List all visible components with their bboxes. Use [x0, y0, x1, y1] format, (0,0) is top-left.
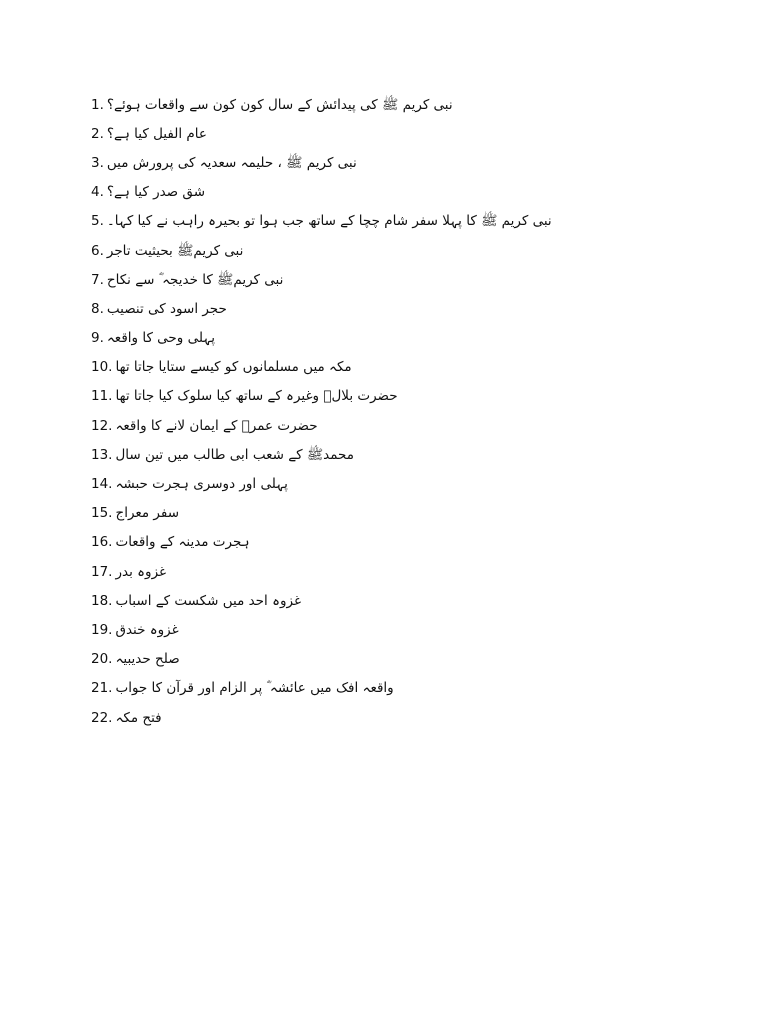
item-number: 4. — [91, 184, 104, 201]
item-number: 20. — [91, 651, 113, 668]
item-number: 7. — [91, 271, 104, 288]
list-item — [91, 469, 691, 498]
list-item — [91, 645, 691, 674]
item-text: سفر معراج — [115, 505, 180, 522]
list-item — [91, 528, 691, 557]
item-text: فتح مکہ — [115, 709, 162, 726]
item-number: 1. — [91, 96, 104, 113]
item-text: غزوہ احد میں شکست کے اسباب — [115, 592, 302, 609]
list-item — [91, 615, 691, 644]
item-number: 14. — [91, 476, 113, 493]
list-item — [91, 703, 691, 732]
item-text: حجر اسود کی تنصیب — [106, 300, 227, 317]
item-text: محمدﷺ کے شعب ابی طالب میں تین سال — [115, 446, 354, 463]
item-number: 10. — [91, 359, 113, 376]
item-text: نبی کریم ﷺ ، حلیمہ سعدیہ کی پرورش میں — [106, 154, 357, 171]
item-number: 3. — [91, 154, 104, 171]
list-item — [91, 207, 691, 236]
item-text: حضرت عمرؓ کے ایمان لانے کا واقعہ — [115, 417, 318, 434]
item-text: عام الفیل کیا ہے؟ — [106, 125, 207, 142]
item-text: واقعہ افک میں عائشہ ؓ پر الزام اور قرآن کا جواب — [115, 680, 394, 697]
list-item — [91, 178, 691, 207]
item-text: نبی کریمﷺ بحیثیت تاجر — [106, 242, 244, 259]
list-item — [91, 324, 691, 353]
item-number: 18. — [91, 592, 113, 609]
item-number: 21. — [91, 680, 113, 697]
item-number: 12. — [91, 417, 113, 434]
item-number: 9. — [91, 330, 104, 347]
item-number: 2. — [91, 125, 104, 142]
list-item — [91, 236, 691, 265]
item-text: پہلی وحی کا واقعہ — [106, 330, 215, 347]
item-number: 19. — [91, 621, 113, 638]
item-text: نبی کریمﷺ کا خدیجہ ؓ سے نکاح — [106, 271, 284, 288]
item-text: حضرت بلالؓ وغیرہ کے ساتھ کیا سلوک کیا جاتا تھا — [115, 388, 398, 405]
item-number: 16. — [91, 534, 113, 551]
item-text: غزوہ بدر — [115, 563, 167, 580]
list-item — [91, 90, 691, 119]
list-item — [91, 674, 691, 703]
item-text: پہلی اور دوسری ہجرت حبشہ — [115, 476, 288, 493]
list-item — [91, 382, 691, 411]
item-text: نبی کریم ﷺ کا پہلا سفر شام چچا کے ساتھ جب ہوا تو بحیرہ راہب نے کیا کہا۔ — [106, 213, 552, 230]
item-number: 8. — [91, 300, 104, 317]
item-number: 11. — [91, 388, 113, 405]
item-text: ہجرت مدینہ کے واقعات — [115, 534, 250, 551]
item-number: 22. — [91, 709, 113, 726]
list-item — [91, 265, 691, 294]
list-item — [91, 499, 691, 528]
item-text: شق صدر کیا ہے؟ — [106, 184, 206, 201]
list-item — [91, 119, 691, 148]
item-text: صلح حدیبیہ — [115, 651, 180, 668]
item-number: 13. — [91, 446, 113, 463]
question-list — [91, 90, 691, 732]
item-number: 15. — [91, 505, 113, 522]
item-number: 6. — [91, 242, 104, 259]
item-number: 5. — [91, 213, 104, 230]
list-item — [91, 440, 691, 469]
list-item — [91, 586, 691, 615]
list-item — [91, 411, 691, 440]
item-number: 17. — [91, 563, 113, 580]
item-text: مکہ میں مسلمانوں کو کیسے ستایا جاتا تھا — [115, 359, 352, 376]
item-text: نبی کریم ﷺ کی پیدائش کے سال کون کون سے واقعات ہوئے؟ — [106, 96, 453, 113]
list-item — [91, 557, 691, 586]
list-item — [91, 353, 691, 382]
list-item — [91, 294, 691, 323]
item-text: غزوہ خندق — [115, 621, 179, 638]
list-item — [91, 148, 691, 177]
